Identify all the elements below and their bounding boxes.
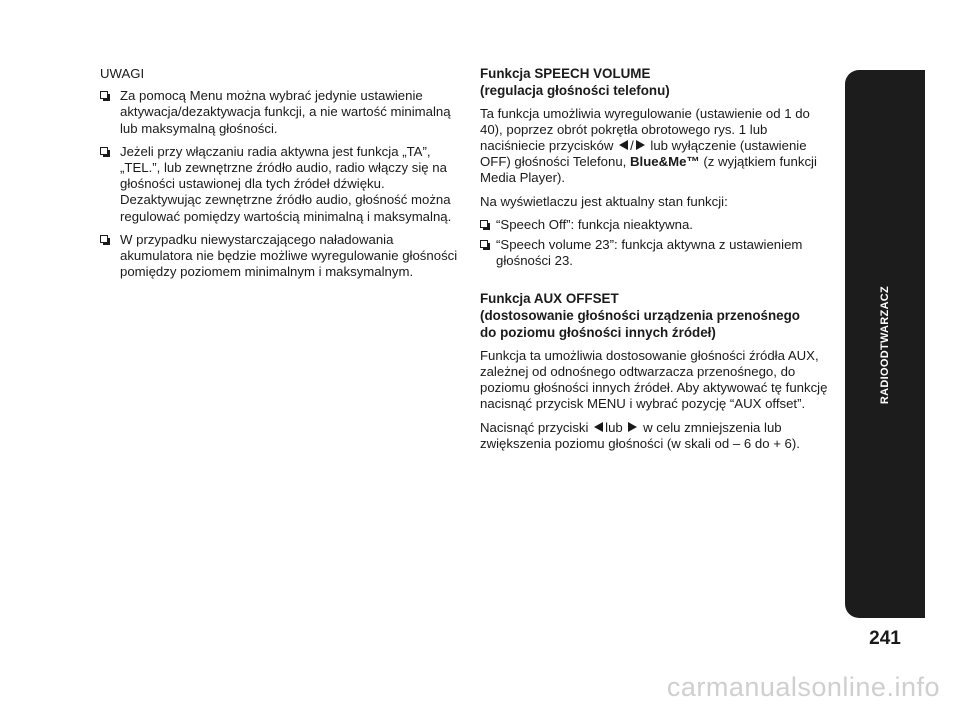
aux-buttons-paragraph: Nacisnąć przyciski lub w celu zmniejszenia lub zwiększenia poziomu głośności (w skali od – 6 do + 6).: [480, 419, 800, 451]
right-arrow-icon: [628, 422, 637, 432]
note-item: Jeżeli przy włączaniu radia aktywna jest funkcja „TA”, „TEL.”, lub zewnętrzne źródło audio, radio włączy się na głośności ustawionej dla tych źródeł dźwięku. Dezaktywując zewnętrzne źródło audio, głośność można regulować pomiędzy wartością minimalną i maksymalną.: [100, 144, 462, 225]
checkbox-bullet-icon: [480, 220, 488, 228]
page-number: 241: [869, 628, 901, 649]
right-arrow-icon: [636, 140, 645, 150]
right-column: [480, 66, 832, 459]
note-title: UWAGI: [100, 66, 145, 81]
status-item: “Speech volume 23”: funkcja aktywna z ustawieniem głośności 23.: [480, 237, 832, 269]
section-heading: Funkcja AUX OFFSET: [480, 291, 619, 307]
left-arrow-icon: [619, 140, 628, 150]
status-list: [480, 217, 832, 270]
watermark: carmanualsonline.info: [666, 672, 940, 702]
speech-volume-section: [480, 66, 832, 269]
note-list: [100, 88, 462, 280]
status-item: “Speech Off”: funkcja nieaktywna.: [480, 217, 832, 233]
checkbox-bullet-icon: [480, 240, 488, 248]
checkbox-bullet-icon: [100, 147, 108, 155]
aux-offset-section: [480, 291, 832, 452]
note-item: Za pomocą Menu można wybrać jedynie ustawienie aktywacja/dezaktywacja funkcji, a nie wartość minimalną lub maksymalną głośności.: [100, 88, 462, 137]
left-arrow-icon: [594, 422, 603, 432]
checkbox-bullet-icon: [100, 91, 108, 99]
chapter-label: RADIOODTWARZACZ: [879, 285, 891, 405]
section-subheading: do poziomu głośności innych źródeł): [480, 325, 716, 341]
checkbox-bullet-icon: [100, 235, 108, 243]
section-heading: Funkcja SPEECH VOLUME: [480, 66, 651, 81]
aux-paragraph: Funkcja ta umożliwia dostosowanie głośności źródła AUX, zależnej od odnośnego odtwarzacza przenośnego, do poziomu głośności innych źródeł. Aby aktywować tę funkcję nacisnąć przycisk MENU i wybrać pozycję “AUX offset”.: [480, 347, 828, 412]
note-item: W przypadku niewystarczającego naładowania akumulatora nie będzie możliwe wyregulowanie głośności pomiędzy poziomem minimalnym i maksymalnym.: [100, 232, 462, 281]
display-status-text: Na wyświetlaczu jest aktualny stan funkcji:: [480, 193, 728, 209]
section-subheading: (dostosowanie głośności urządzenia przenośnego: [480, 308, 800, 324]
speech-paragraph: Ta funkcja umożliwia wyregulowanie (ustawienie od 1 do 40), poprzez obrót pokrętła obrotowego rys. 1 lub naciśniecie przycisków / lub wyłączenie (ustawienie OFF) głośności Telefonu, Blue&Me™ (z wyjątkiem funkcji Media Player).: [480, 105, 817, 186]
brand-name: Blue&Me™: [630, 154, 700, 170]
left-column: [100, 66, 462, 287]
section-subheading: (regulacja głośności telefonu): [480, 82, 670, 98]
